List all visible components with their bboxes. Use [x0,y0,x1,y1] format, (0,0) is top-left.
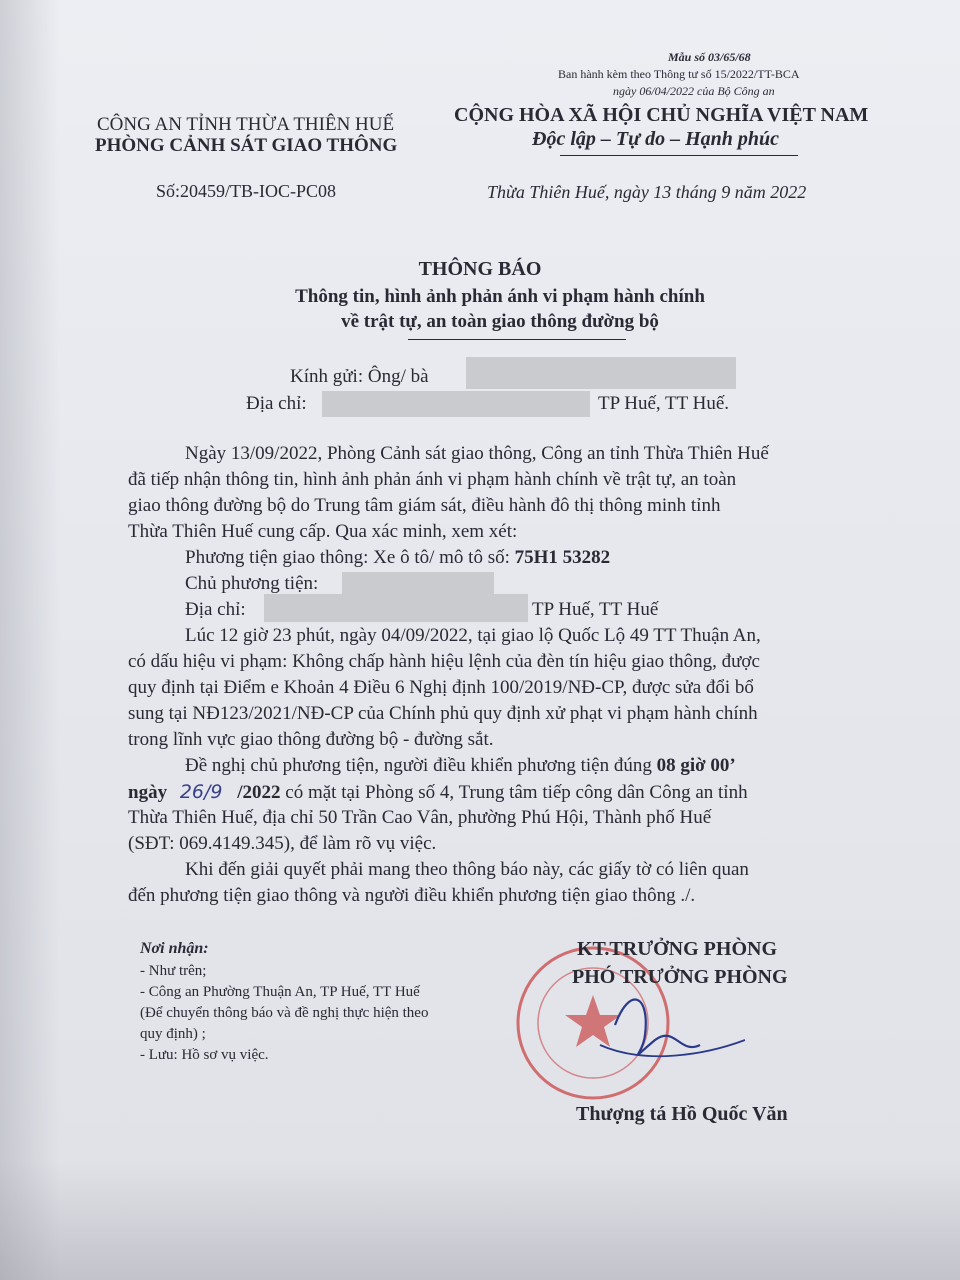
body-line: Ngày 13/09/2022, Phòng Cảnh sát giao thông, Công an tỉnh Thừa Thiên Huế [185,443,769,464]
signature-title-2: PHÓ TRƯỞNG PHÒNG [572,966,788,988]
owner-address-label: Địa chỉ: [185,599,246,620]
page-shadow-left [0,0,60,1280]
agency-name: CÔNG AN TỈNH THỪA THIÊN HUẾ [97,114,395,135]
recipient-address-label: Địa chỉ: [246,393,307,414]
motto-underline [560,155,798,156]
recipient-item: - Công an Phường Thuận An, TP Huế, TT Huế [140,984,420,1000]
request-text: Đề nghị chủ phương tiện, người điều khiển phương tiện đúng [185,755,652,776]
body-line: có dấu hiệu vi phạm: Không chấp hành hiệu lệnh của đèn tín hiệu giao thông, được [128,651,760,672]
document-subtitle-2: về trật tự, an toàn giao thông đường bộ [341,311,659,332]
document-title: THÔNG BÁO [418,258,542,280]
form-number: Mẫu số 03/65/68 [668,50,751,64]
appointment-location: có mặt tại Phòng số 4, Trung tâm tiếp công dân Công an tỉnh [285,782,748,803]
recipient-item: quy định) ; [140,1026,206,1042]
form-issued-with: Ban hành kèm theo Thông tư số 15/2022/TT-BCA [558,67,800,81]
recipient-item: - Lưu: Hồ sơ vụ việc. [140,1047,269,1063]
salutation: Kính gửi: Ông/ bà [290,366,429,387]
vehicle-label: Phương tiện giao thông: Xe ô tô/ mô tô số: [185,547,510,568]
signer-name: Thượng tá Hồ Quốc Văn [576,1103,788,1125]
national-motto: Độc lập – Tự do – Hạnh phúc [532,128,780,150]
page-shadow-bottom [0,1160,960,1280]
body-line: Thừa Thiên Huế, địa chỉ 50 Trần Cao Vân, phường Phú Hội, Thành phố Huế [128,807,712,828]
owner-label: Chủ phương tiện: [185,573,319,594]
request-line [185,755,736,777]
body-line: giao thông đường bộ do Trung tâm giám sát, điều hành đô thị thông minh tỉnh [128,495,721,516]
owner-address-tail: TP Huế, TT Huế [532,599,659,620]
subtitle-underline [408,339,626,340]
appointment-day-label: ngày [128,782,168,803]
license-plate: 75H1 53282 [514,547,611,568]
recipient-item: - Như trên; [140,963,207,979]
appointment-line [128,781,748,804]
redacted-owner-address [264,594,528,622]
department-name: PHÒNG CẢNH SÁT GIAO THÔNG [95,135,398,156]
redacted-name [466,357,736,389]
recipients-heading: Nơi nhận: [140,940,209,957]
body-line: Thừa Thiên Huế cung cấp. Qua xác minh, xem xét: [128,521,518,542]
document-subtitle-1: Thông tin, hình ảnh phản ánh vi phạm hành chính [295,286,705,307]
body-line: sung tại NĐ123/2021/NĐ-CP của Chính phủ quy định xử phạt vi phạm hành chính [128,703,758,724]
recipient-item: (Để chuyển thông báo và đề nghị thực hiện theo [140,1005,429,1021]
handwritten-date: 26/9 [179,781,223,803]
recipient-address-tail: TP Huế, TT Huế. [598,393,730,414]
body-line: đã tiếp nhận thông tin, hình ảnh phản ánh vi phạm hành chính về trật tự, an toàn [128,469,737,490]
document-number: Số:20459/TB-IOC-PC08 [156,181,337,201]
republic-name: CỘNG HÒA XÃ HỘI CHỦ NGHĨA VIỆT NAM [454,104,869,126]
body-line: trong lĩnh vực giao thông đường bộ - đường sắt. [128,729,494,750]
redacted-address [322,391,590,417]
form-issued-date: ngày 06/04/2022 của Bộ Công an [613,84,775,98]
body-line: Lúc 12 giờ 23 phút, ngày 04/09/2022, tại giao lộ Quốc Lộ 49 TT Thuận An, [185,625,761,646]
body-line: quy định tại Điểm e Khoản 4 Điều 6 Nghị định 100/2019/NĐ-CP, được sửa đổi bổ [128,677,754,698]
place-date: Thừa Thiên Huế, ngày 13 tháng 9 năm 2022 [487,182,807,202]
body-line: (SĐT: 069.4149.345), để làm rõ vụ việc. [128,833,437,854]
appointment-year: /2022 [237,782,281,803]
body-line: đến phương tiện giao thông và người điều khiển phương tiện giao thông ./. [128,885,696,906]
appointment-time: 08 giờ 00’ [656,755,736,776]
redacted-owner [342,572,494,596]
signature-title-1: KT.TRƯỞNG PHÒNG [577,938,777,960]
body-line: Khi đến giải quyết phải mang theo thông báo này, các giấy tờ có liên quan [185,859,749,880]
vehicle-line [185,547,610,569]
